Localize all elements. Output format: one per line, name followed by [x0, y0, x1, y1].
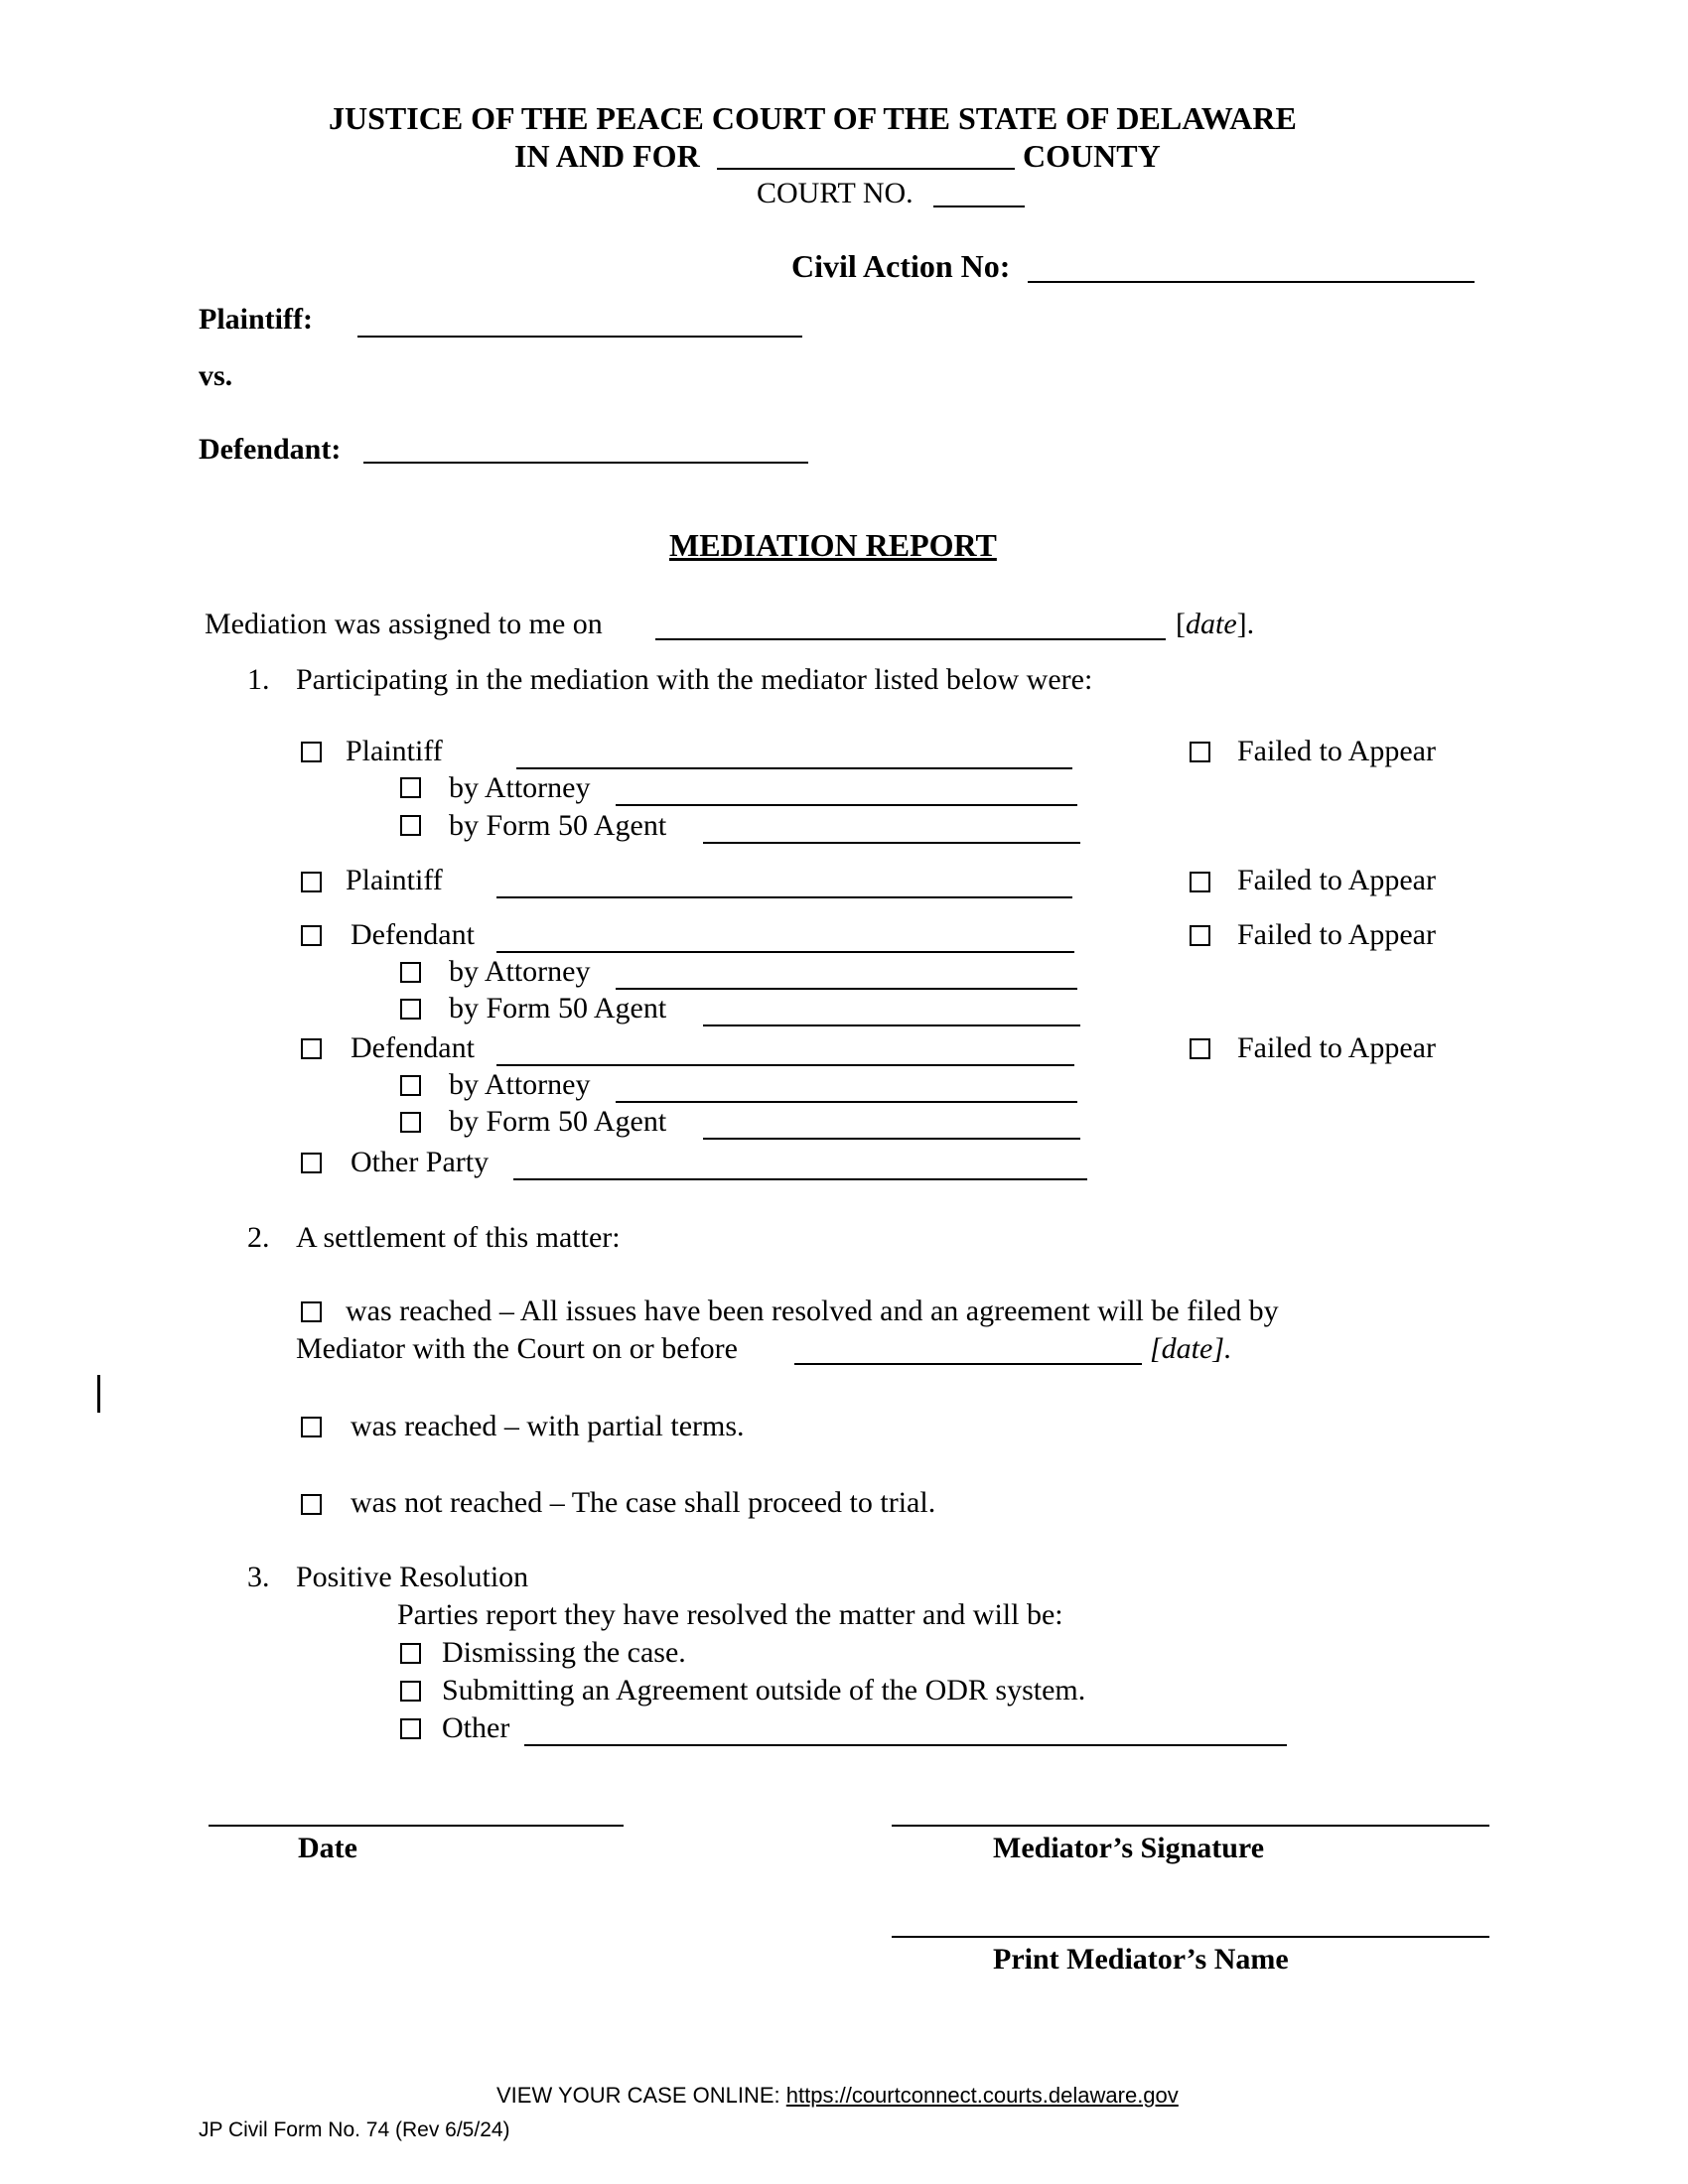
defendant2-field[interactable] [496, 1064, 1074, 1066]
dismissing-label: Dismissing the case. [442, 1636, 686, 1669]
section3-number: 3. [247, 1561, 270, 1593]
form-number: JP Civil Form No. 74 (Rev 6/5/24) [199, 2118, 510, 2141]
view-online-link[interactable]: https://courtconnect.courts.delaware.gov [785, 2083, 1179, 2108]
defendant2-checkbox[interactable] [301, 1038, 322, 1059]
plaintiff-label: Plaintiff: [199, 303, 313, 336]
plaintiff1-failed-label: Failed to Appear [1237, 735, 1436, 767]
agreement-outside-label: Submitting an Agreement outside of the ODR system. [442, 1674, 1086, 1706]
settlement-reached-text1: was reached – All issues have been resolved and an agreement will be filed by [346, 1295, 1279, 1327]
defendant1-failed-label: Failed to Appear [1237, 918, 1436, 951]
settlement-partial-checkbox[interactable] [301, 1417, 322, 1437]
defendant2-failed-label: Failed to Appear [1237, 1031, 1436, 1064]
defendant2-form50-label: by Form 50 Agent [449, 1105, 667, 1138]
mediator-signature-line[interactable] [892, 1825, 1489, 1827]
defendant2-label: Defendant [351, 1031, 475, 1064]
page-title: MEDIATION REPORT [669, 527, 997, 563]
settlement-reached-checkbox[interactable] [301, 1301, 322, 1322]
county-prefix: IN AND FOR [514, 138, 700, 174]
defendant1-form50-checkbox[interactable] [400, 999, 421, 1020]
plaintiff2-field[interactable] [496, 896, 1072, 898]
mediator-signature-label: Mediator’s Signature [993, 1832, 1265, 1864]
defendant1-checkbox[interactable] [301, 925, 322, 946]
other-party-field[interactable] [513, 1178, 1087, 1180]
section2-number: 2. [247, 1221, 270, 1254]
defendant-label: Defendant: [199, 433, 342, 466]
court-no-field[interactable] [933, 205, 1025, 207]
settlement-partial-text: was reached – with partial terms. [351, 1410, 745, 1442]
view-online-text [496, 2085, 1179, 2107]
other-party-label: Other Party [351, 1146, 490, 1178]
defendant2-attorney-checkbox[interactable] [400, 1075, 421, 1096]
plaintiff-field[interactable] [357, 336, 802, 338]
text-cursor [97, 1375, 100, 1413]
plaintiff1-form50-label: by Form 50 Agent [449, 809, 667, 842]
assigned-date-field[interactable] [655, 638, 1166, 640]
plaintiff1-attorney-checkbox[interactable] [400, 777, 421, 798]
plaintiff2-checkbox[interactable] [301, 872, 322, 892]
section1-text: Participating in the mediation with the mediator listed below were: [296, 663, 1093, 696]
defendant1-field[interactable] [496, 951, 1074, 953]
section3-title: Positive Resolution [296, 1561, 529, 1593]
section1-number: 1. [247, 663, 270, 696]
settlement-not-reached-text: was not reached – The case shall proceed to trial. [351, 1486, 936, 1519]
date-label: Date [298, 1832, 357, 1864]
dismissing-checkbox[interactable] [400, 1643, 421, 1664]
assigned-date-hint: [date]. [1176, 608, 1255, 640]
view-online-label: VIEW YOUR CASE ONLINE: [496, 2083, 780, 2108]
defendant1-form50-field[interactable] [703, 1024, 1080, 1026]
court-no-label: COURT NO. [757, 177, 914, 209]
defendant1-attorney-checkbox[interactable] [400, 962, 421, 983]
county-suffix: COUNTY [1023, 138, 1161, 174]
other-party-checkbox[interactable] [301, 1153, 322, 1173]
plaintiff1-field[interactable] [516, 767, 1072, 769]
settlement-date-hint: [date]. [1150, 1332, 1232, 1365]
county-field[interactable] [717, 168, 1015, 170]
section2-text: A settlement of this matter: [296, 1221, 621, 1254]
assigned-prefix: Mediation was assigned to me on [205, 608, 603, 640]
plaintiff1-failed-checkbox[interactable] [1190, 742, 1210, 762]
plaintiff1-form50-field[interactable] [703, 842, 1080, 844]
defendant1-attorney-label: by Attorney [449, 955, 591, 988]
defendant2-attorney-label: by Attorney [449, 1068, 591, 1101]
resolution-other-label: Other [442, 1711, 510, 1744]
court-title: JUSTICE OF THE PEACE COURT OF THE STATE OF DELAWARE [329, 100, 1297, 136]
plaintiff2-failed-label: Failed to Appear [1237, 864, 1436, 896]
section3-intro: Parties report they have resolved the matter and will be: [397, 1598, 1063, 1631]
plaintiff1-checkbox[interactable] [301, 742, 322, 762]
agreement-outside-checkbox[interactable] [400, 1681, 421, 1702]
plaintiff2-label: Plaintiff [346, 864, 443, 896]
defendant1-form50-label: by Form 50 Agent [449, 992, 667, 1024]
defendant2-form50-field[interactable] [703, 1138, 1080, 1140]
plaintiff1-form50-checkbox[interactable] [400, 815, 421, 836]
settlement-date-field[interactable] [794, 1363, 1142, 1365]
defendant1-label: Defendant [351, 918, 475, 951]
civil-action-label: Civil Action No: [791, 248, 1011, 284]
defendant1-failed-checkbox[interactable] [1190, 925, 1210, 946]
defendant-field[interactable] [363, 462, 808, 464]
date-signature-line[interactable] [209, 1825, 624, 1827]
settlement-not-reached-checkbox[interactable] [301, 1494, 322, 1515]
resolution-other-field[interactable] [524, 1744, 1287, 1746]
mediator-name-line[interactable] [892, 1936, 1489, 1938]
defendant2-form50-checkbox[interactable] [400, 1112, 421, 1133]
plaintiff1-attorney-label: by Attorney [449, 771, 591, 804]
mediator-name-label: Print Mediator’s Name [993, 1943, 1289, 1976]
vs-label: vs. [199, 359, 233, 392]
defendant2-attorney-field[interactable] [616, 1101, 1077, 1103]
plaintiff1-label: Plaintiff [346, 735, 443, 767]
defendant1-attorney-field[interactable] [616, 988, 1077, 990]
settlement-reached-text2: Mediator with the Court on or before [296, 1332, 738, 1365]
civil-action-field[interactable] [1028, 281, 1475, 283]
defendant2-failed-checkbox[interactable] [1190, 1038, 1210, 1059]
resolution-other-checkbox[interactable] [400, 1718, 421, 1739]
plaintiff1-attorney-field[interactable] [616, 804, 1077, 806]
plaintiff2-failed-checkbox[interactable] [1190, 872, 1210, 892]
